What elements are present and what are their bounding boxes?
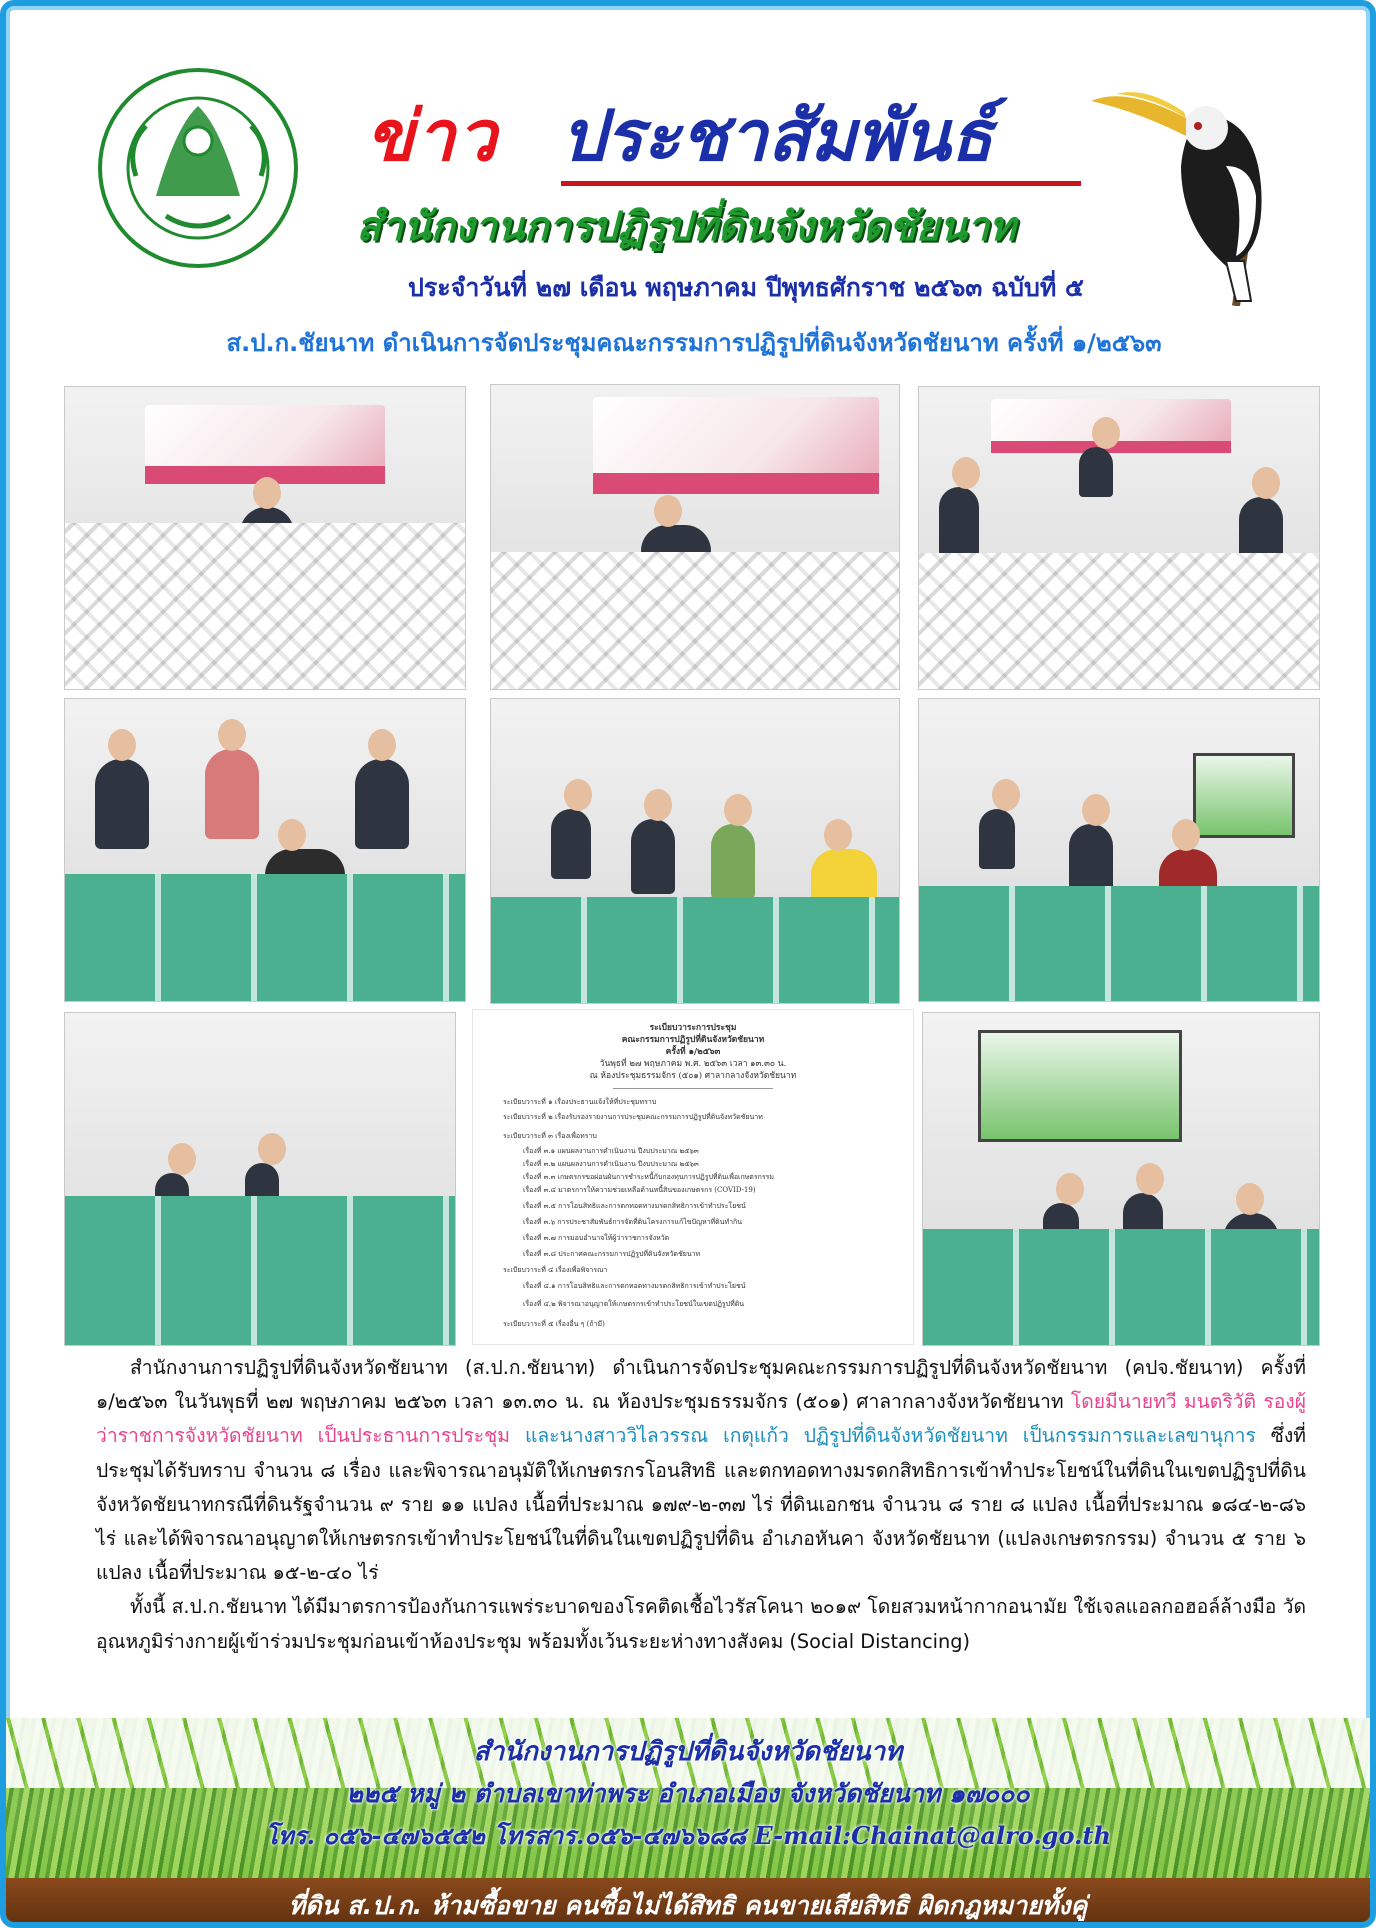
agenda-date: วันพุธที่ ๒๗ พฤษภาคม พ.ศ. ๒๕๖๓ เวลา ๑๓.๓๐ น. <box>599 1059 787 1069</box>
agenda-place: ณ ห้องประชุมธรรมจักร (๕๐๑) ศาลากลางจังหวัดชัยนาท <box>589 1071 797 1081</box>
pr-title-word: ประชาสัมพันธ์ <box>561 91 1081 186</box>
news-headline: ส.ป.ก.ชัยนาท ดำเนินการจัดประชุมคณะกรรมการปฏิรูปที่ดินจังหวัดชัยนาท ครั้งที่ ๑/๒๕๖๓ <box>226 329 1162 357</box>
meeting-photo-1 <box>64 386 466 690</box>
agenda-item: เรื่องที่ ๓.๒ แผนผลงานการดำเนินงาน ปีงบประมาณ ๒๕๖๓ <box>523 1160 699 1168</box>
agenda-item: ระเบียบวาระที่ ๔ เรื่องเพื่อพิจารณา <box>503 1266 608 1274</box>
article-intro: สำนักงานการปฏิรูปที่ดินจังหวัดชัยนาท (ส.ป.ก.ชัยนาท) ดำเนินการจัดประชุมคณะกรรมการปฏิรูปที่ดินจังหวัดชัยนาท (คปจ.ชัยนาท) ครั้งที่ ๑/๒๕๖๓ ในวันพุธที่ ๒๗ พฤษภาคม ๒๕๖๓ เวลา ๑๓.๓๐ น. ณ ห้องประชุมธรรมจักร (๕๐๑) ศาลากลางจังหวัดชัยนาท <box>96 1356 1306 1414</box>
meeting-photo-2 <box>490 384 900 690</box>
projector-screen <box>1193 753 1295 838</box>
secretary-text: และนางสาววิไลวรรณ เกตุแก้ว ปฏิรูปที่ดินจังหวัดชัยนาท เป็นกรรมการและเลขานุการ <box>524 1424 1256 1448</box>
agenda-item: ระเบียบวาระที่ ๑ เรื่องประธานแจ้งให้ที่ประชุมทราบ <box>503 1098 657 1106</box>
footer-contact: โทร. ๐๕๖-๔๗๖๕๕๒ โทรสาร.๐๕๖-๔๗๖๖๘๘ E-mail:Chainat@alro.go.th <box>265 1821 1111 1850</box>
agenda-session: ครั้งที่ ๑/๒๕๖๓ <box>665 1047 721 1057</box>
agenda-item: เรื่องที่ ๓.๔ มาตรการให้ความช่วยเหลือด้านหนี้สินของเกษตรกร (COVID-19) <box>523 1186 756 1194</box>
agenda-item: เรื่องที่ ๓.๕ การโอนสิทธิและการตกทอดทางมรดกสิทธิการเข้าทำประโยชน์ <box>523 1202 746 1210</box>
footer-banner <box>6 1718 1370 1928</box>
agenda-item: เรื่องที่ ๔.๑ การโอนสิทธิและการตกทอดทางมรดกสิทธิการเข้าทำประโยชน์ <box>523 1282 746 1290</box>
agenda-item: เรื่องที่ ๓.๖ การประชาสัมพันธ์การจัดที่ดินโครงการแก้ไขปัญหาที่ดินทำกิน <box>523 1218 743 1226</box>
agenda-item: เรื่องที่ ๓.๗ การมอบอำนาจให้ผู้ว่าราชการจังหวัด <box>523 1234 670 1242</box>
agenda-committee: คณะกรรมการปฏิรูปที่ดินจังหวัดชัยนาท <box>621 1035 765 1045</box>
article-body <box>96 1351 1306 1659</box>
agenda-item: ระเบียบวาระที่ ๒ เรื่องรับรองรายงานการประชุมคณะกรรมการปฏิรูปที่ดินจังหวัดชัยนาท <box>503 1113 763 1121</box>
agenda-item: เรื่องที่ ๔.๒ พิจารณาอนุญาตให้เกษตรกรเข้าทำประโยชน์ในเขตปฏิรูปที่ดิน <box>523 1300 745 1308</box>
resolution-text: ซึ่งที่ประชุมได้รับทราบ จำนวน ๘ เรื่อง และพิจารณาอนุมัติให้เกษตรกรโอนสิทธิ และตกทอดทางมรดกสิทธิการเข้าทำประโยชน์ในที่ดินในเขตปฏิรูปที่ดินจังหวัดชัยนาทกรณีที่ดินรัฐจำนวน ๙ ราย ๑๑ แปลง เนื้อที่ประมาณ ๑๗๙-๒-๓๗ ไร่ ที่ดินเอกชน จำนวน ๘ ราย ๘ แปลง เนื้อที่ประมาณ ๑๘๔-๒-๘๖ ไร่ และได้พิจารณาอนุญาตให้เกษตรกรเข้าทำประโยชน์ในที่ดินในเขตปฏิรูปที่ดิน อำเภอหันคา จังหวัดชัยนาท (แปลงเกษตรกรรม) จำนวน ๕ ราย ๖ แปลง เนื้อที่ประมาณ ๑๕-๒-๔๐ ไร่ <box>96 1424 1307 1585</box>
meeting-photo-7 <box>64 1012 456 1346</box>
agenda-item: ระเบียบวาระที่ ๕ เรื่องอื่น ๆ (ถ้ามี) <box>503 1320 605 1328</box>
agenda-item: เรื่องที่ ๓.๓ เกษตรกรขอผ่อนผันการชำระหนี้กับกองทุนการปฏิรูปที่ดินเพื่อเกษตรกรรม <box>523 1173 774 1181</box>
article-paragraph-2 <box>96 1590 1306 1658</box>
meeting-agenda-document <box>472 1009 914 1345</box>
meeting-photo-3 <box>918 386 1320 690</box>
meeting-photo-4 <box>64 698 466 1002</box>
agenda-item: เรื่องที่ ๓.๘ ประกาศคณะกรรมการปฏิรูปที่ดินจังหวัดชัยนาท <box>523 1250 701 1258</box>
covid-measures-text: ทั้งนี้ ส.ป.ก.ชัยนาท ได้มีมาตรการป้องกันการแพร่ระบาดของโรคติดเชื้อไวรัสโคนา ๒๐๑๙ โดยสวมหน้ากากอนามัย ใช้เจลแอลกอฮอล์ล้างมือ วัดอุณหภูมิร่างกายผู้เข้าร่วมประชุมก่อนเข้าห้องประชุม พร้อมทั้งเว้นระยะห่างทางสังคม (Social Distancing) <box>96 1595 1306 1653</box>
meeting-photo-5 <box>490 698 900 1004</box>
agenda-title: ระเบียบวาระการประชุม <box>649 1023 737 1033</box>
article-paragraph-1 <box>96 1351 1306 1590</box>
news-title-word: ข่าว <box>366 94 499 177</box>
office-title: สำนักงานการปฏิรูปที่ดินจังหวัดชัยนาท <box>356 203 1016 250</box>
issue-date-line: ประจำวันที่ ๒๗ เดือน พฤษภาคม ปีพุทธศักราช ๒๕๖๓ ฉบับที่ ๕ <box>408 273 1084 302</box>
covid-banner <box>145 405 385 484</box>
agenda-item: ระเบียบวาระที่ ๓ เรื่องเพื่อทราบ <box>503 1132 597 1140</box>
chairperson-text: โดยมีนายทวี มนตริวัติ รองผู้ว่าราชการจังหวัดชัยนาท เป็นประธานการประชุม <box>96 1390 1306 1448</box>
alro-logo <box>96 66 301 271</box>
meeting-photo-6 <box>918 698 1320 1002</box>
footer-address: ๒๒๕ หมู่ ๒ ตำบลเขาท่าพระ อำเภอเมือง จังหวัดชัยนาท ๑๗๐๐๐ <box>346 1779 1030 1808</box>
meeting-photo-8 <box>922 1012 1320 1346</box>
footer-office: สำนักงานการปฏิรูปที่ดินจังหวัดชัยนาท <box>473 1737 903 1767</box>
land-sale-warning: ที่ดิน ส.ป.ก. ห้ามซื้อขาย คนซื้อไม่ได้สิทธิ คนขายเสียสิทธิ ผิดกฎหมายทั้งคู่ <box>288 1891 1088 1920</box>
agenda-item: เรื่องที่ ๓.๑ แผนผลงานการดำเนินงาน ปีงบประมาณ ๒๕๖๓ <box>523 1147 699 1155</box>
